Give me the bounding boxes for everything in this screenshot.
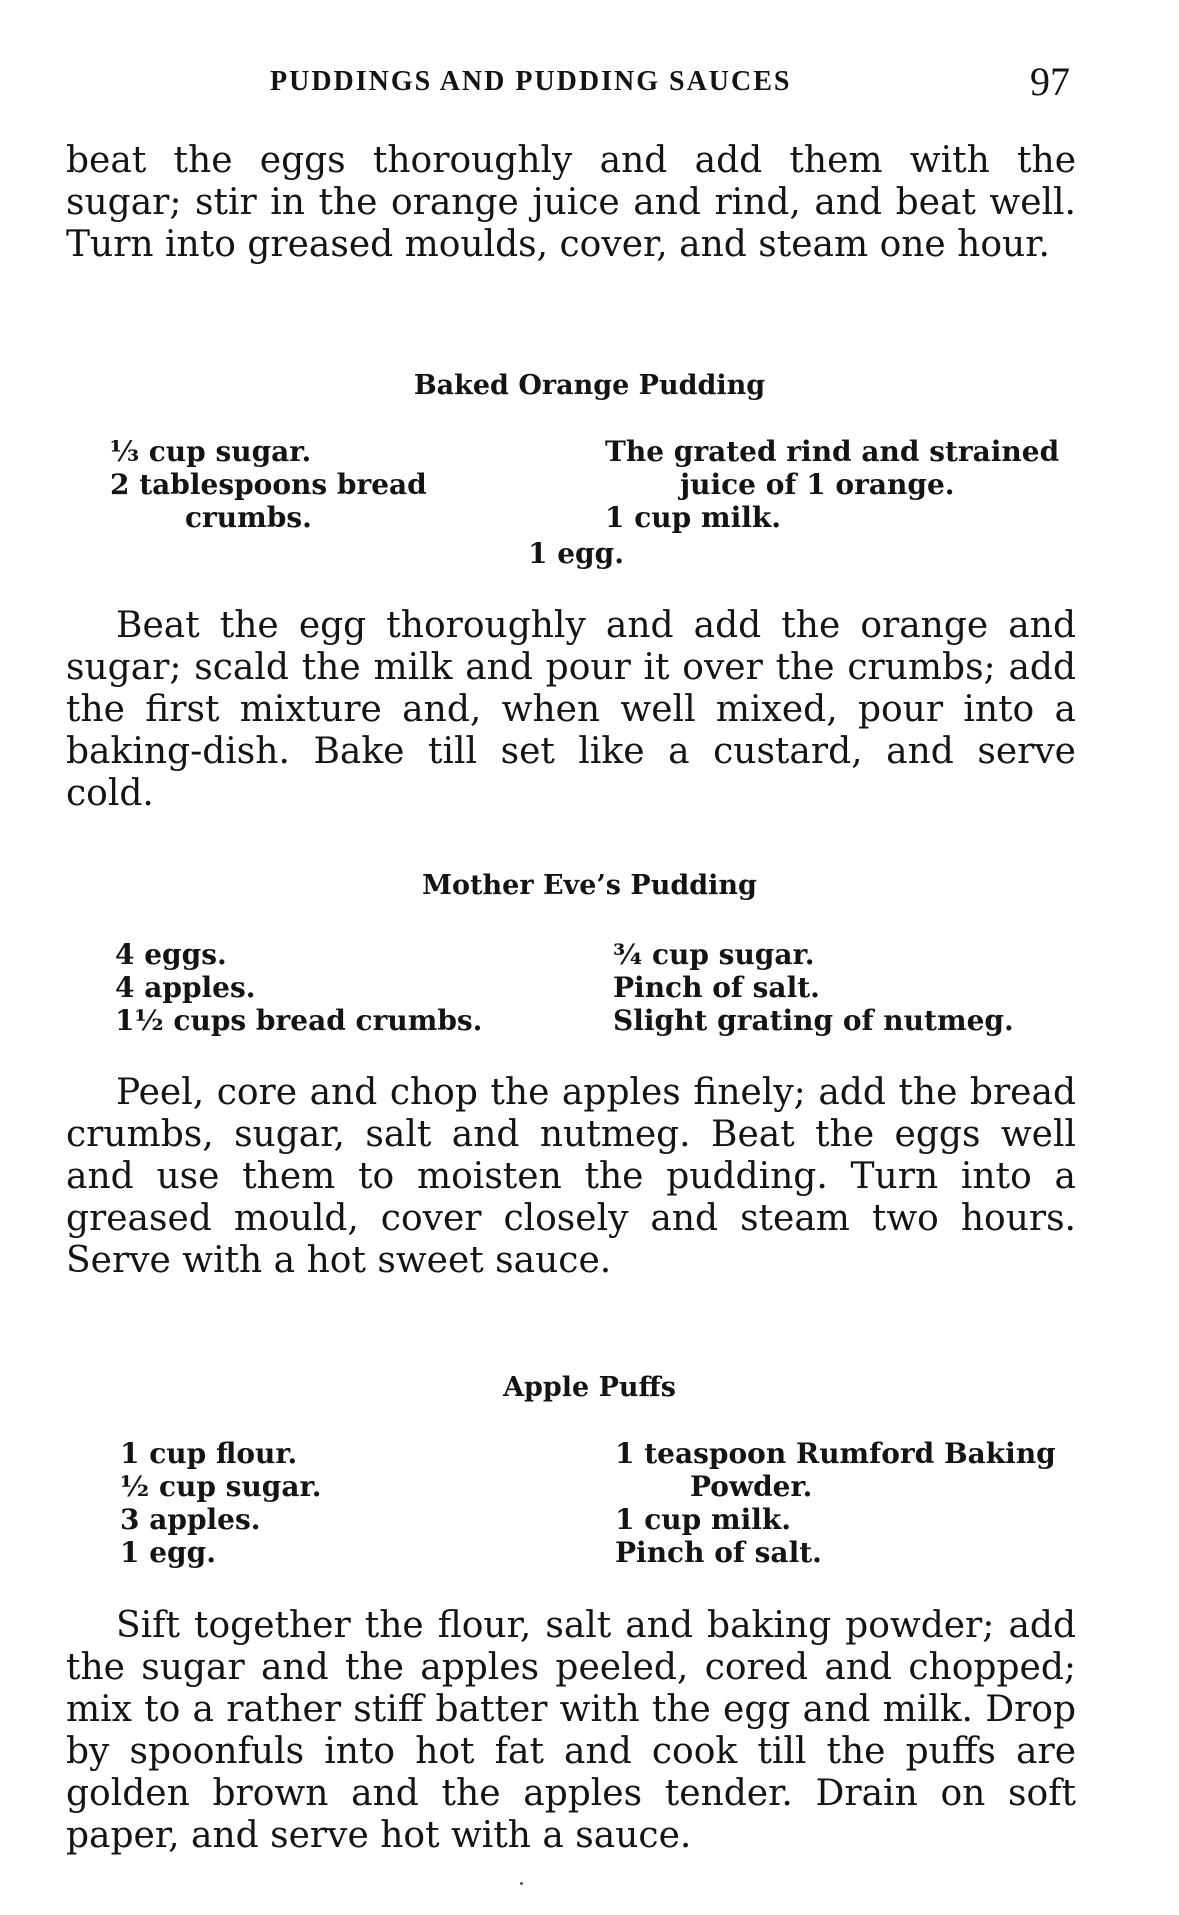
ingredient: 1½ cups bread crumbs. — [115, 1004, 483, 1037]
ingredient: Slight grating of nutmeg. — [613, 1004, 1014, 1037]
ingredient: crumbs. — [185, 501, 312, 534]
ingredient: ⅓ cup sugar. — [110, 435, 312, 468]
running-header — [270, 58, 1070, 108]
ingredient: 4 apples. — [115, 971, 256, 1004]
ingredient: 1 cup flour. — [120, 1437, 298, 1470]
ingredients-right — [605, 435, 1059, 534]
ingredients-left — [110, 435, 427, 534]
ingredient: ½ cup sugar. — [120, 1470, 322, 1503]
directions-paragraph: Sift together the flour, salt and baking powder; add the sugar and the apples peeled, cored and chopped; mix to a rather stiff batter with the egg and milk. Drop by spoonfuls into hot fat and cook till the puffs are golden brown and the apples tender. Drain on soft paper, and serve hot with a sauce. — [66, 1605, 1076, 1856]
ingredient: 3 apples. — [120, 1503, 261, 1536]
ingredient: 1 cup milk. — [615, 1503, 792, 1536]
ingredients-right — [613, 938, 1014, 1037]
running-title: PUDDINGS AND PUDDING SAUCES — [270, 66, 792, 97]
ingredient: 1 cup milk. — [605, 501, 782, 534]
page-number: 97 — [1030, 59, 1070, 104]
ingredient: 1 egg. — [120, 1536, 216, 1569]
directions-paragraph: Peel, core and chop the apples finely; add the bread crumbs, sugar, salt and nutmeg. Beat the eggs well and use them to moisten the pudding. Turn into a greased mould, cover closely and steam two hours. Serve with a hot sweet sauce. — [66, 1072, 1076, 1281]
ingredient: juice of 1 orange. — [680, 468, 955, 501]
ingredients-right — [615, 1437, 1056, 1569]
recipe-title-apple-puffs: Apple Puffs — [503, 1372, 676, 1403]
ingredients-left — [120, 1437, 321, 1569]
intro-paragraph: beat the eggs thoroughly and add them with the sugar; stir in the orange juice and rind, and beat well. Turn into greased moulds, cover, and steam one hour. — [66, 140, 1076, 265]
recipe-title-baked-orange-pudding: Baked Orange Pudding — [413, 370, 766, 401]
ingredient: Powder. — [690, 1470, 813, 1503]
ingredient: ¾ cup sugar. — [613, 938, 815, 971]
directions-paragraph: Beat the egg thoroughly and add the orange and sugar; scald the milk and pour it over the crumbs; add the first mixture and, when well mixed, pour into a baking-dish. Bake till set like a custard, and serve cold. — [66, 605, 1076, 814]
ingredients-left — [115, 938, 482, 1037]
ingredient: The grated rind and strained — [605, 435, 1060, 468]
ingredient: Pinch of salt. — [613, 971, 820, 1004]
ingredient: 2 tablespoons bread — [110, 468, 427, 501]
ingredient: 4 eggs. — [115, 938, 227, 971]
recipe-title-mother-eves-pudding: Mother Eve’s Pudding — [422, 870, 757, 901]
ingredient: 1 teaspoon Rumford Baking — [615, 1437, 1056, 1470]
speck — [520, 1882, 523, 1885]
ingredient: Pinch of salt. — [615, 1536, 822, 1569]
ingredient-center: 1 egg. — [528, 537, 624, 570]
